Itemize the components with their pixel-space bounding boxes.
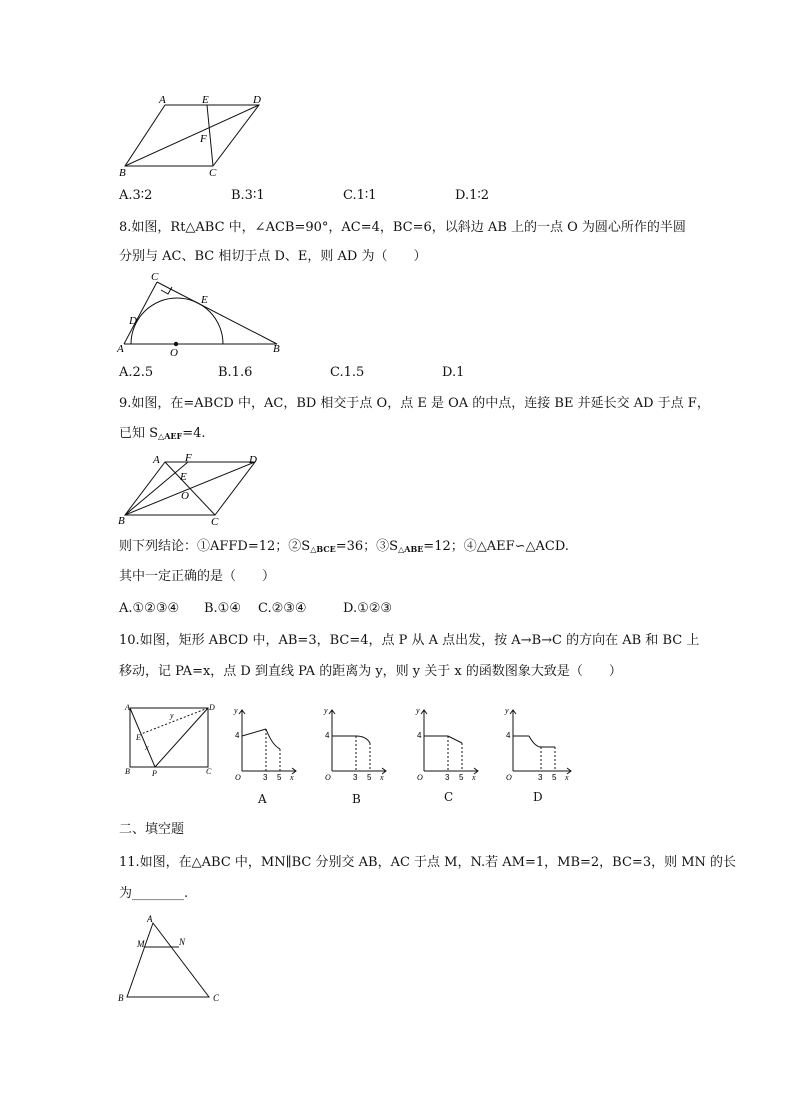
- q10-graph-b-y: y: [324, 706, 328, 715]
- q7-option-c[interactable]: C.1∶1: [343, 188, 377, 203]
- q9-label-E: E: [180, 471, 187, 483]
- q9-stem-line1: 9.如图，在=ABCD 中，AC，BD 相交于点 O，点 E 是 OA 的中点，连接 BE 并延长交 AD 于点 F，: [119, 396, 710, 411]
- q7-label-F: F: [200, 133, 207, 145]
- q10-rectangle-figure: [122, 700, 222, 780]
- q11-stem-line2: 为________.: [119, 886, 189, 901]
- q8-stem-line1: 8.如图，Rt△ABC 中，∠ACB=90°，AC=4，BC=6，以斜边 AB 上的一点 O 为圆心所作的半圆: [119, 220, 686, 235]
- q10-graph-c-o: O: [417, 773, 423, 782]
- q10-stem-line1: 10.如图，矩形 ABCD 中，AB=3，BC=4，点 P 从 A 点出发，按 A→B→C 的方向在 AB 和 BC 上: [119, 633, 700, 648]
- q10-graph-c-y: y: [416, 706, 420, 715]
- q10-graph-a-4: 4: [235, 731, 240, 740]
- q10-option-c[interactable]: C: [444, 790, 454, 804]
- q7-option-b[interactable]: B.3∶1: [231, 188, 265, 203]
- q10-graph-d-4: 4: [506, 731, 511, 740]
- q10-graph-a-3: 3: [263, 773, 268, 782]
- q10-stem-line2: 移动，记 PA=x，点 D 到直线 PA 的距离为 y，则 y 关于 x 的函数图象大致是（ ）: [119, 664, 622, 679]
- q10-graph-d-3: 3: [538, 773, 543, 782]
- q10-option-b[interactable]: B: [352, 792, 361, 806]
- q9-given-suffix: =4.: [182, 426, 206, 441]
- q10-graph-c-4: 4: [417, 731, 422, 740]
- q8-option-d[interactable]: D.1: [442, 365, 465, 380]
- q9-label-C: C: [211, 516, 219, 528]
- q10-graph-d-x: x: [565, 773, 569, 782]
- q11-stem-line1: 11.如图，在△ABC 中，MN∥BC 分别交 AB，AC 于点 M，N.若 AM=1，MB=2，BC=3，则 MN 的长: [119, 855, 737, 870]
- q9-conclusions-prefix: 则下列结论：①AFFD=12；②S: [119, 539, 311, 554]
- q7-parallelogram-figure: [115, 95, 275, 180]
- q9-option-b[interactable]: B.①④: [204, 601, 241, 616]
- q10-label-C: C: [206, 767, 212, 776]
- q11-label-C: C: [213, 993, 220, 1003]
- q10-label-A: A: [125, 703, 130, 712]
- q9-conclusions-sub2: △ABE: [398, 544, 424, 554]
- q9-label-A: A: [153, 454, 160, 466]
- q10-graph-a-y: y: [234, 706, 238, 715]
- q11-triangle-figure: [115, 913, 230, 1008]
- q9-label-B: B: [118, 515, 125, 527]
- q10-option-a[interactable]: A: [258, 792, 267, 806]
- q8-triangle-semicircle-figure: [115, 272, 285, 357]
- q10-label-B: B: [125, 767, 130, 776]
- q10-label-D: D: [209, 703, 215, 712]
- q10-graph-c: [414, 705, 484, 780]
- q9-conclusions: [119, 538, 569, 558]
- q9-option-d[interactable]: D.①②③: [343, 601, 393, 616]
- q10-graph-c-x: x: [472, 773, 476, 782]
- q10-graph-d: [503, 705, 578, 780]
- q8-label-O: O: [170, 347, 178, 359]
- q10-option-d[interactable]: D: [533, 790, 543, 804]
- q8-label-D: D: [129, 315, 137, 327]
- q10-label-y: y: [170, 711, 174, 720]
- q9-conclusions-mid: =36；③S: [335, 539, 399, 554]
- q11-label-A: A: [147, 914, 153, 924]
- q10-graph-d-y: y: [505, 706, 509, 715]
- q10-label-E: E: [136, 733, 141, 742]
- q11-label-B: B: [118, 993, 124, 1003]
- q9-stem-line2: [119, 425, 205, 445]
- q10-graph-b-3: 3: [353, 773, 358, 782]
- q8-label-E: E: [201, 294, 208, 306]
- q10-graph-d-o: O: [506, 773, 512, 782]
- q10-graph-c-3: 3: [445, 773, 450, 782]
- q10-graph-d-5: 5: [552, 773, 557, 782]
- section-fill-in-title: 二、填空题: [119, 822, 185, 837]
- q9-given-sub: △AEF: [158, 431, 183, 441]
- q9-given-prefix: 已知 S: [119, 426, 159, 441]
- q7-label-D: D: [253, 94, 261, 106]
- q9-conclusions-sub1: △BCE: [310, 544, 336, 554]
- q7-option-d[interactable]: D.1∶2: [455, 188, 490, 203]
- q8-label-A: A: [117, 343, 124, 355]
- q10-label-x: x: [145, 743, 149, 752]
- q10-graph-b-x: x: [380, 773, 384, 782]
- q9-question: 其中一定正确的是（ ）: [119, 569, 276, 584]
- q10-graph-a-x: x: [290, 773, 294, 782]
- q10-graph-b-4: 4: [325, 731, 330, 740]
- q7-label-B: B: [119, 167, 126, 179]
- q9-parallelogram-figure: [115, 450, 275, 530]
- q7-option-a[interactable]: A.3∶2: [119, 188, 153, 203]
- q9-conclusions-suffix: =12；④△AEF∽△ACD.: [423, 539, 569, 554]
- q11-label-N: N: [179, 937, 186, 947]
- q8-option-c[interactable]: C.1.5: [330, 365, 365, 380]
- q8-stem-line2: 分别与 AC、BC 相切于点 D、E，则 AD 为（ ）: [119, 249, 427, 264]
- q11-label-M: M: [137, 939, 145, 949]
- q10-graph-b: [322, 705, 392, 780]
- q7-label-E: E: [202, 94, 209, 106]
- q7-label-A: A: [159, 94, 166, 106]
- q9-label-D: D: [249, 454, 257, 466]
- q10-graph-a-o: O: [235, 773, 241, 782]
- q9-option-a[interactable]: A.①②③④: [119, 601, 180, 616]
- q9-label-O: O: [181, 490, 189, 502]
- q10-graph-c-5: 5: [459, 773, 464, 782]
- q10-graph-b-5: 5: [367, 773, 372, 782]
- q7-label-C: C: [209, 167, 217, 179]
- q10-label-P: P: [152, 769, 157, 778]
- q8-label-C: C: [151, 271, 159, 283]
- q8-option-b[interactable]: B.1.6: [218, 365, 253, 380]
- q8-label-B: B: [273, 343, 280, 355]
- q9-label-F: F: [185, 452, 192, 464]
- q8-option-a[interactable]: A.2.5: [119, 365, 154, 380]
- q9-option-c[interactable]: C.②③④: [258, 601, 307, 616]
- q10-graph-a: [232, 705, 302, 780]
- q10-graph-a-5: 5: [277, 773, 282, 782]
- q10-graph-b-o: O: [325, 773, 331, 782]
